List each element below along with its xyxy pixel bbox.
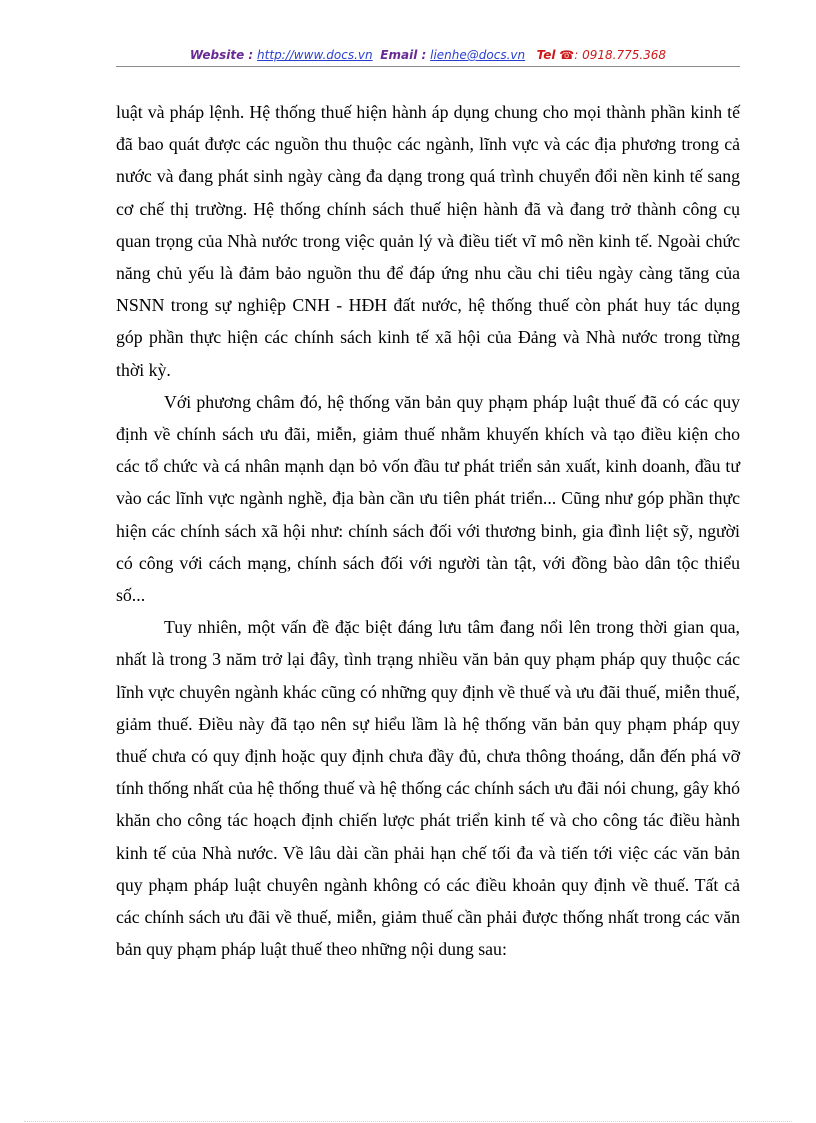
website-link[interactable]: http://www.docs.vn [257,48,373,62]
phone-icon: ☎ [559,48,575,62]
paragraph-2: Với phương châm đó, hệ thống văn bản quy phạm pháp luật thuế đã có các quy định về chính sách ưu đãi, miễn, giảm thuế nhằm khuyến khích và tạo điều kiện cho các tổ chức và cá nhân mạnh dạn bỏ vốn đầu tư phát triển sản xuất, kinh doanh, đầu tư vào các lĩnh vực ngành nghề, địa bàn cần ưu tiên phát triển... Cũng như góp phần thực hiện các chính sách xã hội như: chính sách đối với thương binh, gia đình liệt sỹ, người có công với cách mạng, chính sách đối với người tàn tật, với đồng bào dân tộc thiểu số... [116,391,740,606]
website-label: Website : [189,48,254,62]
header-divider [116,66,740,67]
document-body [116,96,740,965]
tel-label: Tel [536,48,556,62]
page-bottom-divider [24,1121,792,1122]
paragraph-1: luật và pháp lệnh. Hệ thống thuế hiện hành áp dụng chung cho mọi thành phần kinh tế đã bao quát được các nguồn thu thuộc các ngành, lĩnh vực và các địa phương trong cả nước và đang phát sinh ngày càng đa dạng trong quá trình chuyển đổi nền kinh tế sang cơ chế thị trường. Hệ thống chính sách thuế hiện hành đã và đang trở thành công cụ quan trọng của Nhà nước trong việc quản lý và điều tiết vĩ mô nền kinh tế. Ngoài chức năng chủ yếu là đảm bảo nguồn thu để đáp ứng nhu cầu chi tiêu ngày càng tăng của NSNN trong sự nghiệp CNH - HĐH đất nước, hệ thống thuế còn phát huy tác dụng góp phần thực hiện các chính sách kinh tế xã hội của Đảng và Nhà nước trong từng thời kỳ. [116,102,740,380]
email-label: Email : [380,48,427,62]
phone-number: : 0918.775.368 [574,48,667,62]
email-link[interactable]: lienhe@docs.vn [430,48,526,62]
page-header [116,48,740,62]
paragraph-3: Tuy nhiên, một vấn đề đặc biệt đáng lưu tâm đang nổi lên trong thời gian qua, nhất là trong 3 năm trở lại đây, tình trạng nhiều văn bản quy phạm pháp quy thuộc các lĩnh vực chuyên ngành khác cũng có những quy định về thuế và ưu đãi thuế, miễn thuế, giảm thuế. Điều này đã tạo nên sự hiểu lầm là hệ thống văn bản quy phạm pháp quy thuế chưa có quy định hoặc quy định chưa đầy đủ, chưa thông thoáng, dẫn đến phá vỡ tính thống nhất của hệ thống thuế và hệ thống các chính sách ưu đãi nói chung, gây khó khăn cho công tác hoạch định chiến lược phát triển kinh tế và cho công tác điều hành kinh tế của Nhà nước. Về lâu dài cần phải hạn chế tối đa và tiến tới việc các văn bản quy phạm pháp luật chuyên ngành không có các điều khoản quy định về thuế. Tất cả các chính sách ưu đãi về thuế, miễn, giảm thuế cần phải được thống nhất trong các văn bản quy phạm pháp luật thuế theo những nội dung sau: [116,617,740,960]
